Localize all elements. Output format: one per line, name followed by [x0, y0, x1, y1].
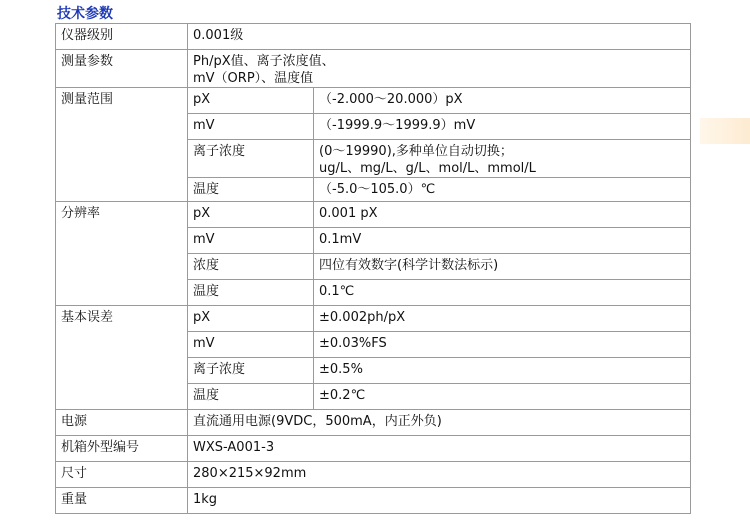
sub-value: 四位有效数字(科学计数法标示): [314, 254, 691, 280]
table-row: [56, 88, 691, 114]
row-label: 仪器级别: [56, 24, 188, 50]
sub-label: mV: [188, 332, 314, 358]
table-row: [56, 436, 691, 462]
sub-label: mV: [188, 228, 314, 254]
sub-value: 0.1℃: [314, 280, 691, 306]
sub-value: 0.001 pX: [314, 202, 691, 228]
sub-label: 温度: [188, 178, 314, 202]
row-value: 0.001级: [188, 24, 691, 50]
sub-value: [314, 140, 691, 178]
table-row: [56, 202, 691, 228]
row-label: 测量参数: [56, 50, 188, 88]
sub-label: 温度: [188, 280, 314, 306]
sub-label: 温度: [188, 384, 314, 410]
sub-label: pX: [188, 88, 314, 114]
value-line: mV（ORP）、温度值: [193, 71, 314, 86]
sub-value: （-2.000～20.000）pX: [314, 88, 691, 114]
spec-table: [55, 23, 691, 514]
group-label: 基本误差: [56, 306, 188, 410]
table-row: [56, 306, 691, 332]
table-row: [56, 24, 691, 50]
sub-value: ±0.5%: [314, 358, 691, 384]
sub-label: pX: [188, 306, 314, 332]
row-label: 机箱外型编号: [56, 436, 188, 462]
sub-value: 0.1mV: [314, 228, 691, 254]
value-line: (0～19990),多种单位自动切换；: [319, 144, 513, 159]
group-label: 分辨率: [56, 202, 188, 306]
table-row: [56, 410, 691, 436]
row-label: 重量: [56, 488, 188, 514]
sub-label: 离子浓度: [188, 140, 314, 178]
decorative-highlight: [700, 118, 750, 144]
row-value: 直流通用电源(9VDC，500mA，内正外负): [188, 410, 691, 436]
row-value: WXS-A001-3: [188, 436, 691, 462]
table-row: [56, 462, 691, 488]
row-value: [188, 50, 691, 88]
row-label: 电源: [56, 410, 188, 436]
group-label: 测量范围: [56, 88, 188, 202]
sub-label: pX: [188, 202, 314, 228]
sub-label: 浓度: [188, 254, 314, 280]
value-line: ug/L、mg/L、g/L、mol/L、mmol/L: [319, 161, 536, 176]
row-value: 1kg: [188, 488, 691, 514]
sub-value: ±0.002ph/pX: [314, 306, 691, 332]
section-title: 技术参数: [57, 6, 113, 22]
value-line: Ph/pX值、离子浓度值、: [193, 54, 335, 69]
row-label: 尺寸: [56, 462, 188, 488]
sub-value: （-1999.9～1999.9）mV: [314, 114, 691, 140]
table-row: [56, 50, 691, 88]
sub-value: ±0.03%FS: [314, 332, 691, 358]
row-value: 280×215×92mm: [188, 462, 691, 488]
table-row: [56, 488, 691, 514]
sub-label: 离子浓度: [188, 358, 314, 384]
sub-value: ±0.2℃: [314, 384, 691, 410]
sub-value: （-5.0～105.0）℃: [314, 178, 691, 202]
sub-label: mV: [188, 114, 314, 140]
